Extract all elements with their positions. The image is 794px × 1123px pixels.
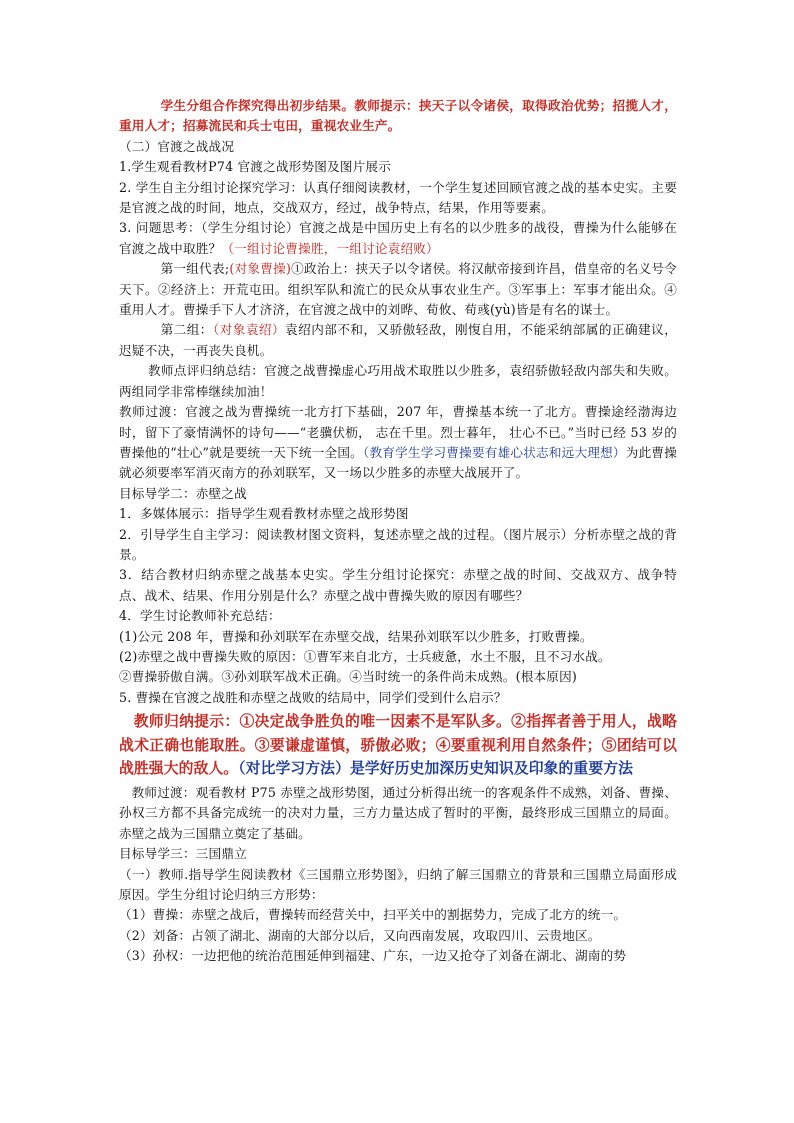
group-2-text: 袁绍内部不和，又骄傲轻敌，刚愎自用，不能采纳部属的正确建议，迟疑不决，一再丧失良机。 — [119, 322, 678, 358]
document-body — [119, 96, 677, 967]
group-2-paragraph — [119, 320, 677, 361]
teacher-summary-paragraph: 教师点评归纳总结：官渡之战曹操虚心巧用战术取胜以少胜多，袁绍骄傲轻敌内部失和失败。两组同学非常棒继续加油！ — [119, 363, 677, 399]
transition-text-end: 为此曹操就必须要率军消灭南方的孙刘联军，又一场以少胜多的赤壁大战展开了。 — [119, 444, 677, 481]
goal-3-step-1: （一）教师.指导学生阅读教材《三国鼎立形势图》，归纳了解三国鼎立的背景和三国鼎立局面形成原因。学生分组讨论归纳三方形势： — [119, 866, 677, 902]
section-heading-guandu-situation: （二）官渡之战战况 — [119, 138, 235, 154]
group-1-text: ①政治上：挟天子以令诸侯。将汉献帝接到许昌，借皇帝的名义号令天下。②经济上：开荒屯田。组织军队和流亡的民众从事农业生产。③军事上：军事才能出众。④重用人才。曹操手下人才济济，在官渡之战中的刘晔、荀攸、荀彧(yù)皆是有名的谋士。 — [119, 261, 677, 318]
three-sides-sunquan: （3）孙权：一边把他的统治范围延伸到福建、广东，一边又抢夺了刘备在湖北、湖南的势 — [119, 948, 627, 964]
transition-text: 教师过渡：官渡之战为曹操统一北方打下基础，207 年，曹操基本统一了北方。曹操途经渤海边时，留下了豪情满怀的诗句——“老骥伏枥， 志在千里。烈士暮年， 壮心不已。”当时已经 53 岁的曹操他的“壮心”就是要统一天下统一全国。 — [119, 404, 677, 460]
summary-point-2-continued: ②曹操骄傲自满。③孙刘联军战术正确。④当时统一的条件尚未成熟。(根本原因) — [119, 669, 578, 685]
goal-2-step-1: 1．多媒体展示：指导学生观看教材赤壁之战形势图 — [119, 506, 409, 522]
goal-3-heading: 目标导学三：三国鼎立 — [119, 846, 247, 862]
summary-point-1: (1)公元 208 年，曹操和孙刘联军在赤壁交战，结果孙刘联军以少胜多，打败曹操。 — [119, 628, 593, 644]
group-1-object: (对象曹操) — [229, 261, 292, 277]
teacher-transition-paragraph — [119, 402, 677, 484]
transition-education-note: （教育学生学习曹操要有雄心状志和远大理想） — [362, 444, 626, 460]
teacher-transition-2-paragraph: 教师过渡：观看教材 P75 赤壁之战形势图，通过分析得出统一的客观条件不成熟，刘备、曹操、孙权三方都不具备完成统一的决对力量，三方力量达成了暂时的平衡，最终形成三国鼎立的局面。赤壁之战为三国鼎立奠定了基础。 — [119, 784, 677, 841]
goal-2-heading: 目标导学二：赤壁之战 — [119, 485, 247, 501]
group-2-object: （对象袁绍） — [212, 322, 286, 338]
group-1-label: 第一组代表; — [160, 261, 230, 277]
three-sides-caocao: （1）曹操：赤壁之战后，曹操转而经营关中，扫平关中的割据势力，完成了北方的统一。 — [119, 907, 627, 923]
step-2-paragraph: 2. 学生自主分组讨论探究学习：认真仔细阅读教材，一个学生复述回顾官渡之战的基本史实。主要是官渡之战的时间，地点，交战双方，经过，战争特点，结果，作用等要素。 — [119, 179, 677, 216]
summary-point-2: (2)赤壁之战中曹操失败的原因：①曹军来自北方，士兵疲惫，水土不服，且不习水战。 — [119, 648, 611, 664]
step-3-paragraph — [119, 218, 677, 259]
step-3-question: 3. 问题思考：（学生分组讨论）官渡之战是中国历史上有名的以少胜多的战役，曹操为什么能够在官渡之战中取胜？ — [119, 220, 678, 256]
goal-2-step-3: 3．结合教材归纳赤壁之战基本史实。学生分组讨论探究：赤壁之战的时间、交战双方、战争特点、战术、结果、作用分别是什么？赤壁之战中曹操失败的原因有哪些？ — [119, 567, 677, 603]
teacher-hint-paragraph: 学生分组合作探究得出初步结果。教师提示：挟天子以令诸侯，取得政治优势；招揽人才，重用人才；招募流民和兵士屯田，重视农业生产。 — [119, 98, 677, 134]
step-1-paragraph: 1.学生观看教材P74 官渡之战形势图及图片展示 — [119, 159, 392, 175]
goal-2-step-2: 2．引导学生自主学习：阅读教材图文资料，复述赤壁之战的过程。（图片展示）分析赤壁之战的背景。 — [119, 526, 677, 562]
teacher-key-hint-paragraph — [119, 710, 677, 781]
key-hint-method: （对比学习方法）是学好历史加深历史知识及印象的重要方法 — [238, 760, 634, 778]
group-1-paragraph — [119, 259, 677, 320]
key-hint-text: 教师归纳提示：①决定战争胜负的唯一因素不是军队多。②指挥者善于用人，战略战术正确也能取胜。③要谦虚谨慎，骄傲必败；④要重视利用自然条件；⑤团结可以战胜强大的敌人。 — [119, 713, 677, 778]
three-sides-liubei: （2）刘备：占领了湖北、湖南的大部分以后，又向西南发展，攻取四川、云贵地区。 — [119, 927, 601, 943]
step-3-group-note: （一组讨论曹操胜，一组讨论袁绍败） — [221, 240, 439, 256]
goal-2-step-5: 5. 曹操在官渡之战胜和赤壁之战败的结局中，同学们受到什么启示？ — [119, 689, 507, 705]
goal-2-step-4: 4．学生讨论教师补充总结： — [119, 608, 281, 624]
group-2-label: 第二组： — [160, 322, 213, 338]
